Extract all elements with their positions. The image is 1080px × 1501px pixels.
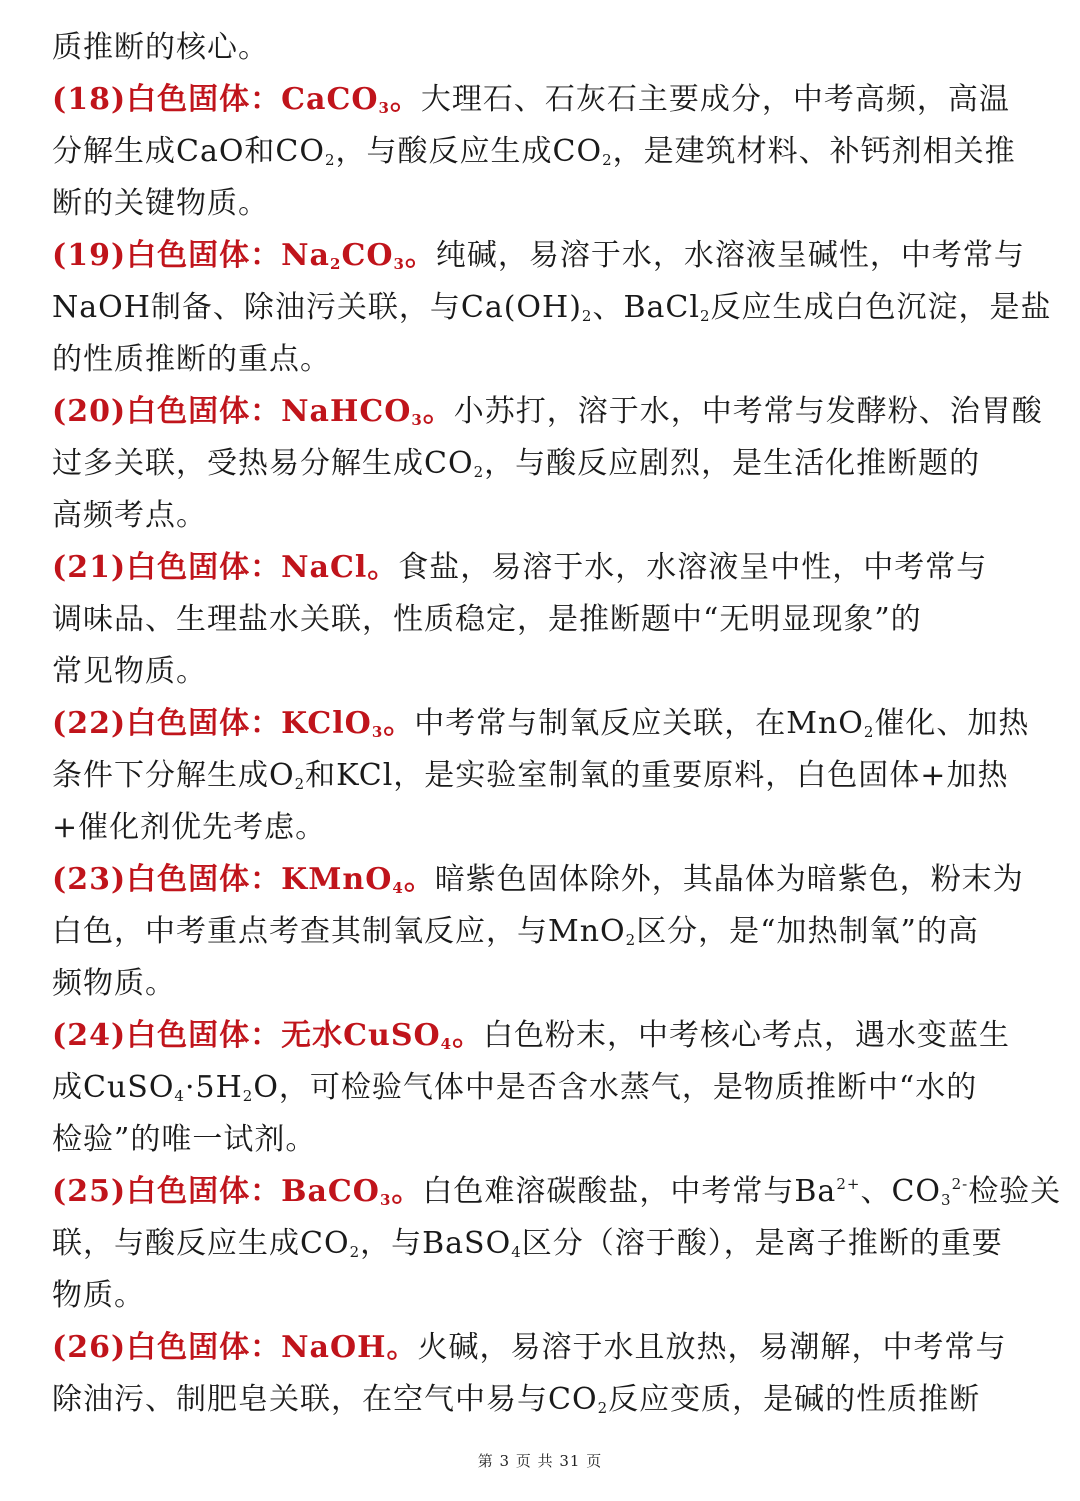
item-21: (21)白色固体：NaCl。食盐，易溶于水，水溶液呈中性，中考常与 调味品、生理盐水关联，性质稳定，是推断题中“无明显现象”的 常见物质。	[52, 550, 988, 689]
item-24: (24)白色固体：无水CuSO$_4$。白色粉末，中考核心考点，遇水变蓝生 成$CuSO_4\cdot 5H_2O$，可检验气体中是否含水蒸气，是物质推断中“水的 检验”的唯一试剂。	[52, 1018, 1011, 1157]
item-heading: (19)白色固体：$Na_2CO_3$	[52, 238, 405, 273]
item-heading: (26)白色固体：NaOH	[52, 1330, 387, 1365]
item-heading: (23)白色固体：KMnO$_4$	[52, 862, 404, 897]
item-19: (19)白色固体：$Na_2CO_3$。纯碱，易溶于水，水溶液呈碱性，中考常与 NaOH制备、除油污关联，与$Ca(OH)_2$、BaCl$_2$反应生成白色沉淀，是盐 的性质推断的重点。	[52, 238, 1052, 377]
item-heading: (24)白色固体：无水CuSO$_4$	[52, 1018, 453, 1053]
document-body	[52, 22, 1062, 1426]
item-heading: (21)白色固体：NaCl	[52, 550, 368, 585]
text-line: 质推断的核心。	[52, 30, 269, 65]
item-heading: (25)白色固体：BaCO$_3$	[52, 1174, 392, 1209]
item-25: (25)白色固体：BaCO$_3$。白色难溶碳酸盐，中考常与$Ba^{2+}$、$CO_3^{2-}$检验关 联，与酸反应生成$CO_2$，与BaSO$_4$区分（溶于酸），是离子推断的重要 物质。	[52, 1174, 1062, 1313]
item-23: (23)白色固体：KMnO$_4$。暗紫色固体除外，其晶体为暗紫色，粉末为 白色，中考重点考查其制氧反应，与MnO$_2$区分，是“加热制氧”的高 频物质。	[52, 862, 1024, 1001]
page-footer: 第 3 页 共 31 页	[477, 1452, 603, 1470]
item-heading: (18)白色固体：CaCO$_3$	[52, 82, 390, 117]
item-heading: (22)白色固体：KClO$_3$	[52, 706, 384, 741]
item-26: (26)白色固体：NaOH。火碱，易溶于水且放热，易潮解，中考常与 除油污、制肥皂关联，在空气中易与$CO_2$反应变质，是碱的性质推断	[52, 1330, 1007, 1417]
item-heading: (20)白色固体：NaHCO$_3$	[52, 394, 423, 429]
item-18: (18)白色固体：CaCO$_3$。大理石、石灰石主要成分，中考高频，高温 分解生成CaO和$CO_2$，与酸反应生成$CO_2$，是建筑材料、补钙剂相关推 断的关键物质。	[52, 82, 1016, 221]
item-20: (20)白色固体：NaHCO$_3$。小苏打，溶于水，中考常与发酵粉、治胃酸 过多关联，受热易分解生成$CO_2$，与酸反应剧烈，是生活化推断题的 高频考点。	[52, 394, 1043, 533]
item-22: (22)白色固体：KClO$_3$。中考常与制氧反应关联，在MnO$_2$催化、加热 条件下分解生成$O_2$和KCl，是实验室制氧的重要原料，白色固体+加热 +催化剂优先考虑。	[52, 706, 1030, 845]
